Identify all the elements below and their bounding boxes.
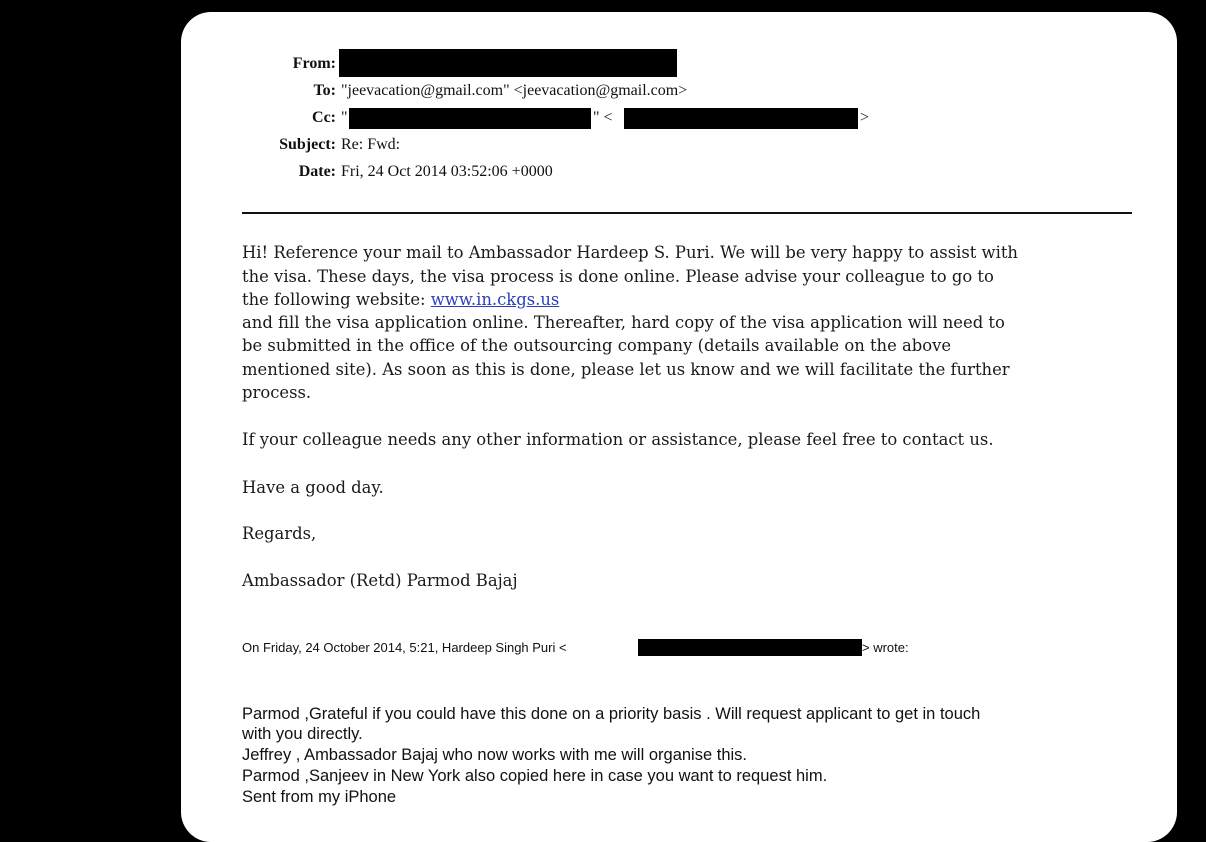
quoted-line-5: Sent from my iPhone: [242, 788, 397, 806]
cc-quote-close-row: [593, 106, 623, 130]
quoted-email-redaction: [638, 639, 862, 656]
subject-row: [181, 133, 336, 157]
cc-row: [181, 106, 336, 130]
cc-quote-open: ": [341, 109, 348, 126]
from-redaction: [339, 49, 677, 77]
body-line-3: [242, 288, 559, 312]
cc-email-redaction: [624, 108, 858, 129]
to-value-row: [341, 79, 1041, 103]
quoted-line-4: Parmod ,Sanjeev in New York also copied here in case you want to request him.: [242, 767, 828, 785]
body-line-7: process.: [242, 383, 312, 402]
date-value: Fri, 24 Oct 2014 03:52:06 +0000: [341, 163, 553, 180]
from-label: From:: [292, 55, 336, 72]
date-row: [181, 160, 336, 184]
quoted-intro-suffix: > wrote:: [862, 640, 909, 655]
body-paragraph-4: Regards,: [242, 524, 317, 543]
body-line-4: and fill the visa application online. Thereafter, hard copy of the visa application will need to: [242, 313, 1005, 332]
signature-line: Ambassador (Retd) Parmod Bajaj: [242, 571, 518, 590]
cc-angle-close-row: [860, 106, 880, 130]
date-value-row: [341, 160, 741, 184]
subject-value-row: [341, 133, 641, 157]
to-value: "jeevacation@gmail.com" <jeevacation@gmail.com>: [341, 82, 688, 99]
body-line-2: the visa. These days, the visa process is done online. Please advise your colleague to go to: [242, 267, 994, 286]
ckgs-website-link[interactable]: www.in.ckgs.us: [430, 290, 560, 309]
cc-quote-close: " <: [593, 109, 613, 126]
body-line-5: be submitted in the office of the outsourcing company (details available on the above: [242, 336, 952, 355]
cc-label: Cc:: [312, 109, 336, 126]
date-label: Date:: [298, 163, 336, 180]
from-row: [181, 52, 336, 76]
quoted-line-3: Jeffrey , Ambassador Bajaj who now works with me will organise this.: [242, 746, 747, 764]
quoted-line-2: with you directly.: [242, 725, 363, 743]
body-paragraph-3: Have a good day.: [242, 478, 384, 497]
subject-value: Re: Fwd:: [341, 136, 401, 153]
body-paragraph-2: If your colleague needs any other information or assistance, please feel free to contact us.: [242, 430, 994, 449]
subject-label: Subject:: [279, 136, 336, 153]
body-line-6: mentioned site). As soon as this is done, please let us know and we will facilitate the further: [242, 360, 1010, 379]
body-line-1: Hi! Reference your mail to Ambassador Hardeep S. Puri. We will be very happy to assist with: [242, 243, 1018, 262]
cc-name-redaction: [349, 108, 591, 129]
to-label: To:: [313, 82, 336, 99]
to-row: [181, 79, 336, 103]
body-line-3-prefix: the following website:: [242, 290, 431, 309]
cc-angle-close: >: [860, 109, 870, 126]
email-printout: [181, 12, 1177, 842]
quoted-intro-prefix: On Friday, 24 October 2014, 5:21, Hardeep Singh Puri <: [242, 640, 567, 655]
header-divider: [242, 212, 1132, 214]
quoted-line-1: Parmod ,Grateful if you could have this done on a priority basis . Will request applicant to get in touch: [242, 705, 981, 723]
